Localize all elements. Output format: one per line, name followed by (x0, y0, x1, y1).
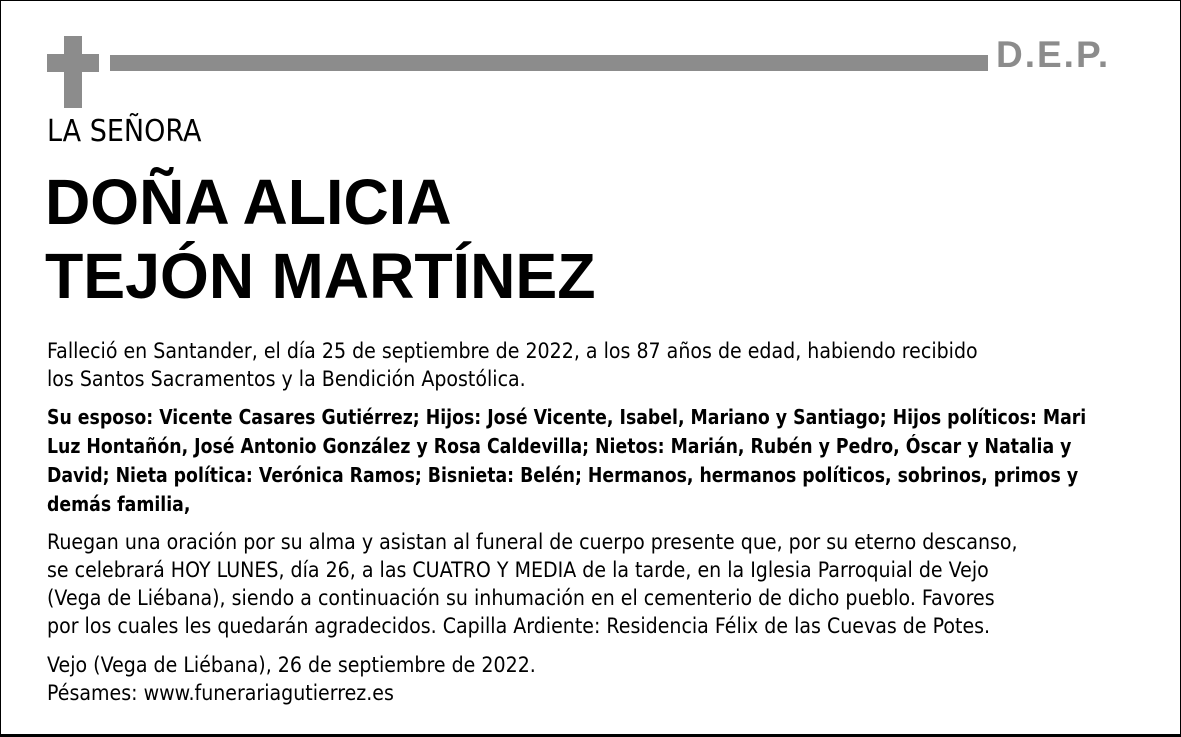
deceased-name-line-1: DOÑA ALICIA (45, 166, 452, 238)
death-notice-line: Falleció en Santander, el día 25 de septiembre de 2022, a los 87 años de edad, habiendo recibido (47, 339, 978, 363)
service-line: por los cuales les quedarán agradecidos. Capilla Ardiente: Residencia Félix de las Cuevas de Potes. (47, 614, 991, 638)
family-line: demás familia, (47, 492, 191, 516)
family-line: Luz Hontañón, José Antonio González y Rosa Caldevilla; Nietos: Marián, Rubén y Pedro, Óscar y Natalia y (47, 434, 1072, 458)
service-line: Ruegan una oración por su alma y asistan al funeral de cuerpo presente que, por su eterno descanso, (47, 530, 1018, 554)
service-line: se celebrará HOY LUNES, día 26, a las CUATRO Y MEDIA de la tarde, en la Iglesia Parroquial de Vejo (47, 558, 989, 582)
family-paragraph (47, 403, 1086, 519)
condolences-line: Pésames: www.funerariagutierrez.es (47, 681, 394, 705)
family-line: Su esposo: Vicente Casares Gutiérrez; Hijos: José Vicente, Isabel, Mariano y Santiago; Hijos políticos: Mari (47, 405, 1087, 429)
footer-paragraph (47, 651, 536, 707)
service-line: (Vega de Liébana), siendo a continuación su inhumación en el cementerio de dicho pueblo. Favores (47, 586, 995, 610)
cross-icon (64, 36, 82, 108)
place-date: Vejo (Vega de Liébana), 26 de septiembre de 2022. (47, 653, 536, 677)
deceased-name-line-2: TEJÓN MARTÍNEZ (45, 240, 596, 312)
honorific: LA SEÑORA (47, 114, 202, 149)
cross-icon-bar (47, 54, 99, 72)
death-notice-paragraph (47, 337, 978, 393)
family-line: David; Nieta política: Verónica Ramos; Bisnieta: Belén; Hermanos, hermanos políticos, sobrinos, primos y (47, 463, 1079, 487)
service-paragraph (47, 528, 1018, 640)
death-notice-line: los Santos Sacramentos y la Bendición Apostólica. (47, 367, 526, 391)
dep-label: D.E.P. (996, 34, 1111, 75)
header-rule (110, 55, 988, 71)
